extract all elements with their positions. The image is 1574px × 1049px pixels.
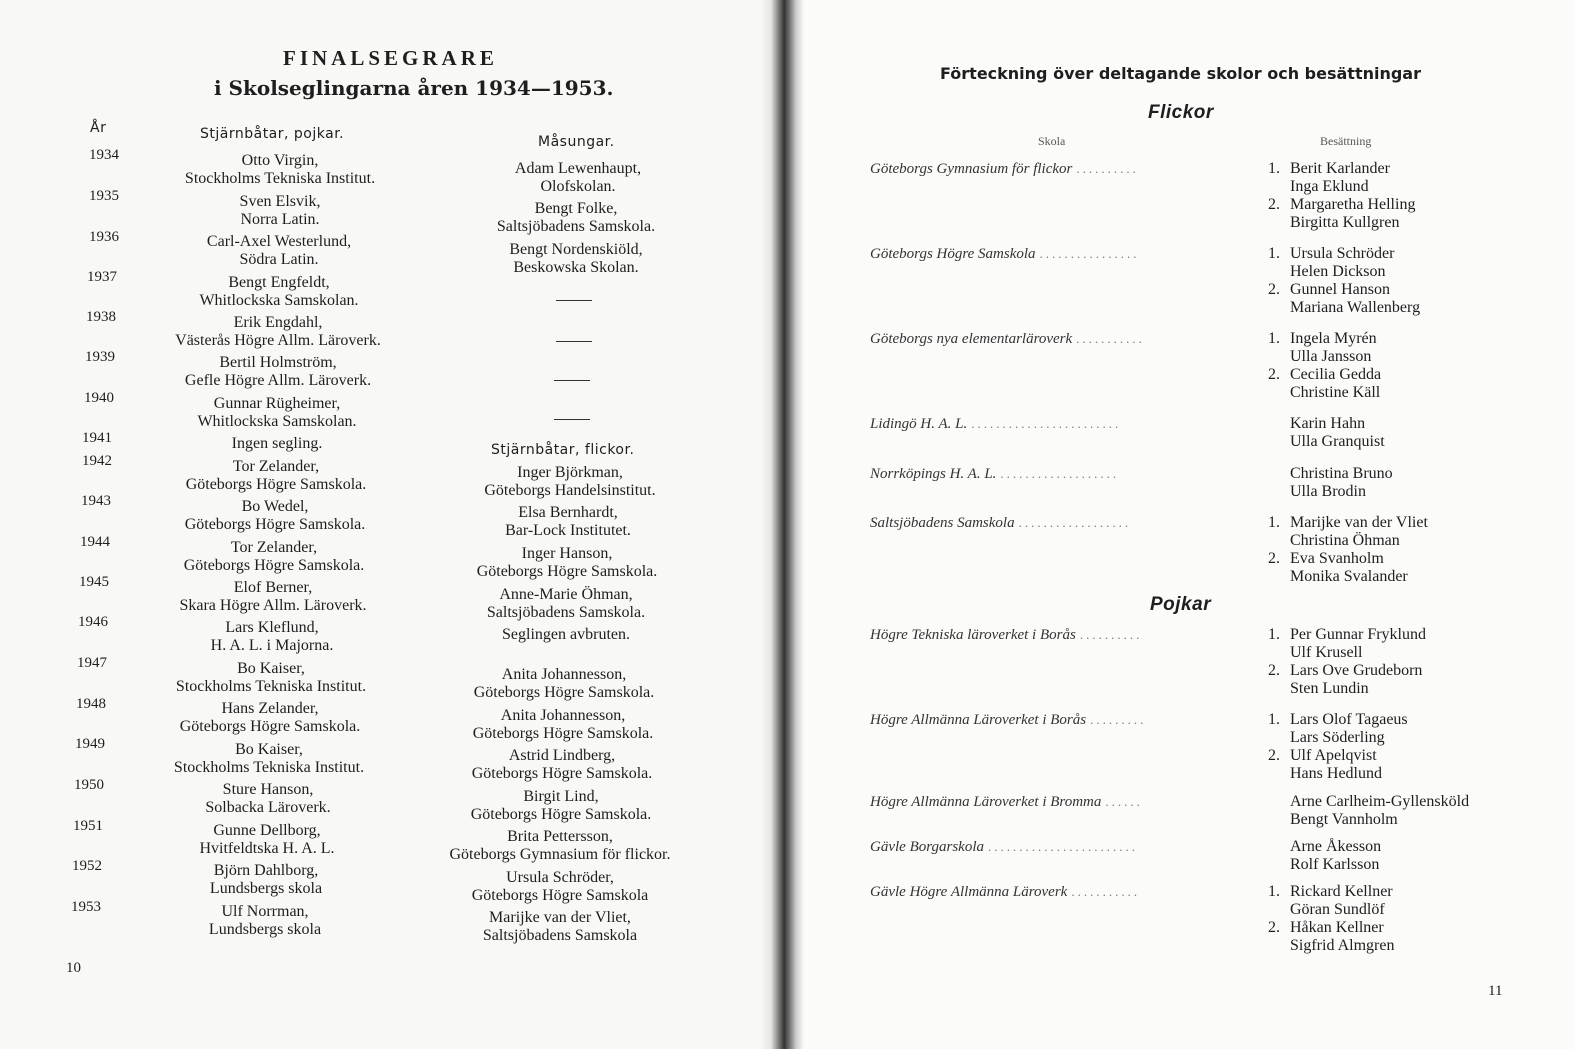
crew-number: 2. <box>1268 366 1280 383</box>
year-label: 1952 <box>72 858 102 874</box>
crew-member: Ursula Schröder <box>1290 245 1395 262</box>
dot-leader: ................... <box>1000 466 1120 481</box>
girls-winner-entry: Seglingen avbruten. <box>502 626 630 643</box>
boys-winner-entry: Ulf Norrman, Lundsbergs skola <box>208 903 322 938</box>
dot-leader: .......... <box>1079 627 1143 642</box>
year-label: 1953 <box>71 899 101 915</box>
crew-member: Hans Hedlund <box>1290 765 1382 782</box>
crew-member: Berit Karlander <box>1290 160 1390 177</box>
school-row <box>870 626 1142 644</box>
crew-member: Arne Carlheim-Gyllensköld <box>1290 793 1470 810</box>
dot-leader: .................. <box>1018 515 1132 530</box>
crew-member: Ulf Apelqvist <box>1290 747 1377 764</box>
crew-member: Sten Lundin <box>1290 680 1369 697</box>
boys-winner-entry: Erik Engdahl, Västerås Högre Allm. Läroverk. <box>175 314 381 349</box>
boys-winner-entry: Gunne Dellborg, Hvitfeldtska H. A. L. <box>199 822 335 857</box>
crew-member: Monika Svalander <box>1290 568 1408 585</box>
girls-winner-entry: Inger Björkman, Göteborgs Handelsinstitut. <box>484 464 656 499</box>
school-row <box>870 330 1145 348</box>
school-name: Gävle Högre Allmänna Läroverk <box>870 884 1068 900</box>
boys-winner-entry: Gunnar Rügheimer, Whitlockska Samskolan. <box>197 395 357 430</box>
year-label: 1948 <box>76 696 106 712</box>
page-title: Förteckning över deltagande skolor och besättningar <box>940 64 1421 83</box>
crew-member: Arne Åkesson <box>1290 838 1382 855</box>
boys-winner-entry: Sven Elsvik, Norra Latin. <box>239 193 321 228</box>
boys-winner-entry: Björn Dahlborg, Lundsbergs skola <box>209 862 323 897</box>
year-label: 1946 <box>78 614 108 630</box>
crew-number: 2. <box>1268 196 1280 213</box>
school-name: Göteborgs Högre Samskola <box>870 246 1036 262</box>
year-label: 1939 <box>85 349 115 365</box>
masung-winner-entry: Adam Lewenhaupt, Olofskolan. <box>514 160 642 195</box>
boys-winner-entry: Elof Berner, Skara Högre Allm. Läroverk. <box>179 579 367 614</box>
school-row <box>870 793 1143 811</box>
school-name: Göteborgs nya elementarläroverk <box>870 331 1073 347</box>
page-number: 11 <box>1488 983 1503 999</box>
masung-column-header: Måsungar. <box>538 134 615 150</box>
girls-column-header: Stjärnbåtar, flickor. <box>491 442 635 458</box>
year-label: 1941 <box>82 430 112 446</box>
crew-member: Christine Käll <box>1290 384 1381 401</box>
empty-entry-dash <box>556 341 592 342</box>
crew-member: Lars Olof Tagaeus <box>1290 711 1408 728</box>
masung-winner-entry: Bengt Folke, Saltsjöbadens Samskola. <box>496 200 656 235</box>
crew-member: Margaretha Helling <box>1290 196 1416 213</box>
school-name: Högre Allmänna Läroverket i Bromma <box>870 794 1102 810</box>
crew-number: 1. <box>1268 514 1280 531</box>
year-label: 1935 <box>89 188 119 204</box>
crew-member: Göran Sundlöf <box>1290 901 1385 918</box>
crew-member: Karin Hahn <box>1290 415 1366 432</box>
crew-member: Helen Dickson <box>1290 263 1386 280</box>
crew-number: 1. <box>1268 245 1280 262</box>
crew-member: Ulla Brodin <box>1290 483 1366 500</box>
boys-column-header: Stjärnbåtar, pojkar. <box>200 126 345 142</box>
dot-leader: ........................ <box>988 839 1139 854</box>
dot-leader: ...... <box>1105 794 1143 809</box>
crew-number: 2. <box>1268 919 1280 936</box>
year-label: 1950 <box>74 777 104 793</box>
year-label: 1938 <box>86 309 116 325</box>
page-title: FINALSEGRARE <box>283 46 498 70</box>
dot-leader: .......... <box>1076 161 1139 176</box>
dot-leader: ........................ <box>971 416 1122 431</box>
crew-member: Rolf Karlsson <box>1290 856 1380 873</box>
school-name: Saltsjöbadens Samskola <box>870 515 1015 531</box>
masung-winner-entry: Bengt Nordenskiöld, Beskowska Skolan. <box>509 241 643 276</box>
year-label: 1942 <box>82 453 112 469</box>
crew-member: Ulla Granquist <box>1290 433 1385 450</box>
crew-member: Eva Svanholm <box>1290 550 1384 567</box>
boys-winner-entry: Bo Wedel, Göteborgs Högre Samskola. <box>184 498 366 533</box>
page-number: 10 <box>66 960 81 976</box>
girls-winner-entry: Elsa Bernhardt, Bar-Lock Institutet. <box>505 504 631 539</box>
crew-number: 1. <box>1268 883 1280 900</box>
year-label: 1951 <box>73 818 103 834</box>
crew-number: 2. <box>1268 662 1280 679</box>
book-gutter-shadow <box>760 0 804 1049</box>
crew-member: Ulla Jansson <box>1290 348 1372 365</box>
crew-member: Christina Öhman <box>1290 532 1400 549</box>
year-column-header: År <box>90 120 107 136</box>
crew-member: Rickard Kellner <box>1290 883 1393 900</box>
year-label: 1940 <box>84 390 114 406</box>
school-name: Norrköpings H. A. L. <box>870 466 997 482</box>
boys-winner-entry: Bertil Holmström, Gefle Högre Allm. Läroverk. <box>184 354 372 389</box>
crew-member: Per Gunnar Fryklund <box>1290 626 1426 643</box>
school-name: Lidingö H. A. L. <box>870 416 968 432</box>
crew-number: 2. <box>1268 550 1280 567</box>
school-row <box>870 711 1146 729</box>
girls-winner-entry: Anne-Marie Öhman, Saltsjöbadens Samskola. <box>486 586 646 621</box>
crew-member: Lars Söderling <box>1290 729 1385 746</box>
crew-member: Ingela Myrén <box>1290 330 1377 347</box>
school-row <box>870 514 1131 532</box>
crew-number: 1. <box>1268 330 1280 347</box>
boys-winner-entry: Hans Zelander, Göteborgs Högre Samskola. <box>179 700 361 735</box>
school-name: Högre Tekniska läroverket i Borås <box>870 627 1076 643</box>
crew-number: 1. <box>1268 160 1280 177</box>
girls-winner-entry: Astrid Lindberg, Göteborgs Högre Samskola. <box>471 747 653 782</box>
girls-winner-entry: Ursula Schröder, Göteborgs Högre Samskola <box>471 869 649 904</box>
boys-winner-entry: Otto Virgin, Stockholms Tekniska Institut. <box>184 152 376 187</box>
crew-member: Lars Ove Grudeborn <box>1290 662 1423 679</box>
girls-winner-entry: Anita Johannesson, Göteborgs Högre Samskola. <box>472 707 654 742</box>
crew-member: Birgitta Kullgren <box>1290 214 1400 231</box>
boys-winner-entry: Bo Kaiser, Stockholms Tekniska Institut. <box>175 660 367 695</box>
year-label: 1937 <box>87 269 117 285</box>
year-label: 1944 <box>80 534 110 550</box>
section-heading-boys: Pojkar <box>1150 594 1212 615</box>
empty-entry-dash <box>554 419 590 420</box>
crew-member: Mariana Wallenberg <box>1290 299 1421 316</box>
school-name: Göteborgs Gymnasium för flickor <box>870 161 1073 177</box>
boys-winner-entry: Bengt Engfeldt, Whitlockska Samskolan. <box>199 274 359 309</box>
boys-winner-entry: Tor Zelander, Göteborgs Högre Samskola. <box>185 458 367 493</box>
girls-winner-entry: Birgit Lind, Göteborgs Högre Samskola. <box>470 788 652 823</box>
crew-number: 2. <box>1268 281 1280 298</box>
section-heading-girls: Flickor <box>1148 102 1214 123</box>
year-label: 1947 <box>77 655 107 671</box>
crew-number: 1. <box>1268 711 1280 728</box>
school-name: Gävle Borgarskola <box>870 839 985 855</box>
boys-winner-entry: Bo Kaiser, Stockholms Tekniska Institut. <box>173 741 365 776</box>
crew-column-header: Besättning <box>1320 134 1372 148</box>
year-label: 1934 <box>89 147 119 163</box>
school-column-header: Skola <box>1038 134 1066 148</box>
page-subtitle: i Skolseglingarna åren 1934—1953. <box>214 76 614 100</box>
school-row <box>870 465 1119 483</box>
empty-entry-dash <box>554 380 590 381</box>
boys-winner-entry: Carl-Axel Westerlund, Södra Latin. <box>206 233 352 268</box>
crew-member: Christina Bruno <box>1290 465 1393 482</box>
crew-number: 1. <box>1268 626 1280 643</box>
crew-member: Gunnel Hanson <box>1290 281 1390 298</box>
boys-winner-entry: Sture Hanson, Solbacka Läroverk. <box>205 781 331 816</box>
crew-member: Inga Eklund <box>1290 178 1369 195</box>
year-label: 1936 <box>89 229 119 245</box>
crew-number: 2. <box>1268 747 1280 764</box>
empty-entry-dash <box>556 300 592 301</box>
crew-member: Cecilia Gedda <box>1290 366 1382 383</box>
girls-winner-entry: Anita Johannesson, Göteborgs Högre Samskola. <box>473 666 655 701</box>
school-row <box>870 415 1121 433</box>
girls-winner-entry: Marijke van der Vliet, Saltsjöbadens Samskola <box>482 909 638 944</box>
girls-winner-entry: Brita Pettersson, Göteborgs Gymnasium för flickor. <box>449 828 671 863</box>
boys-winner-entry: Ingen segling. <box>231 435 323 452</box>
boys-winner-entry: Tor Zelander, Göteborgs Högre Samskola. <box>183 539 365 574</box>
crew-member: Sigfrid Almgren <box>1290 937 1395 954</box>
year-label: 1949 <box>75 736 105 752</box>
dot-leader: ........... <box>1071 884 1141 899</box>
crew-member: Marijke van der Vliet <box>1290 514 1428 531</box>
dot-leader: ................ <box>1039 246 1140 261</box>
year-label: 1945 <box>79 574 109 590</box>
school-row <box>870 883 1140 901</box>
school-row <box>870 160 1139 178</box>
crew-member: Ulf Krusell <box>1290 644 1363 661</box>
school-row <box>870 245 1140 263</box>
dot-leader: ........... <box>1076 331 1145 346</box>
year-label: 1943 <box>81 493 111 509</box>
boys-winner-entry: Lars Kleflund, H. A. L. i Majorna. <box>210 619 334 654</box>
dot-leader: ......... <box>1090 712 1147 727</box>
crew-member: Bengt Vannholm <box>1290 811 1398 828</box>
school-row <box>870 838 1138 856</box>
right-page <box>790 0 1574 1049</box>
school-name: Högre Allmänna Läroverket i Borås <box>870 712 1087 728</box>
girls-winner-entry: Inger Hanson, Göteborgs Högre Samskola. <box>476 545 658 580</box>
crew-member: Håkan Kellner <box>1290 919 1384 936</box>
